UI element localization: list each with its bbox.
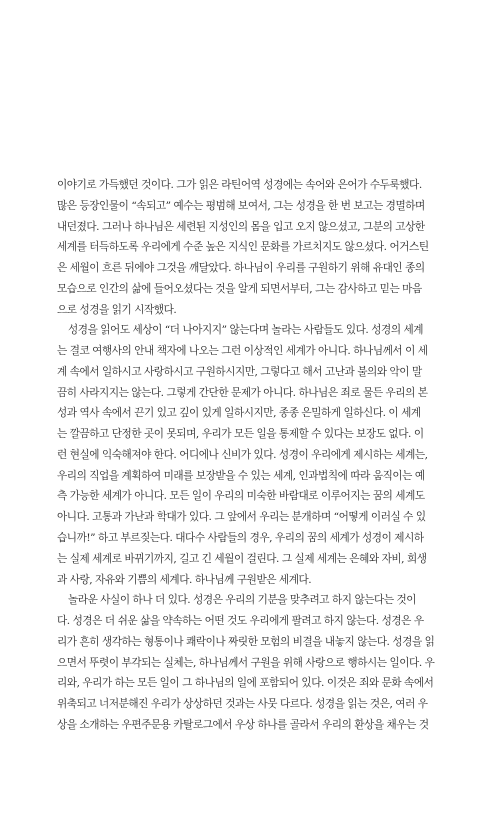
text-line: 아니다. 고통과 가난과 학대가 있다. 그 앞에서 우리는 분개하며 “어떻게 이러실 수 있 [57, 511, 426, 524]
text-line: 은 세월이 흐른 뒤에야 그것을 깨달았다. 하나님이 우리를 구원하기 위해 유대인 종의 [57, 262, 425, 275]
text-line: 측 가능한 세계가 아니다. 모든 일이 우리의 미숙한 바람대로 이루어지는 꿈의 세계도 [57, 490, 425, 503]
text-line: 는 깔끔하고 단정한 곳이 못되며, 우리가 모든 일을 통제할 수 있다는 보장도 없다. 이 [57, 428, 424, 441]
text-line: 이야기로 가득했던 것이다. 그가 읽은 라틴어역 성경에는 속어와 은어가 수두룩했다. [57, 179, 422, 191]
text-line: 위축되고 너저분해진 우리가 상상하던 것과는 사뭇 다르다. 성경을 읽는 것은, 여러 우 [57, 698, 428, 711]
text-line: 상을 소개하는 우편주문용 카탈로그에서 우상 하나를 골라서 우리의 환상을 채우는 것 [57, 718, 429, 731]
text-line: 다. 성경은 더 쉬운 삶을 약속하는 어떤 것도 우리에게 팔려고 하지 않는다. 성경은 우 [57, 615, 424, 628]
text-line: 으면서 뚜렷이 부각되는 실체는, 하나님께서 구원을 위해 사랑으로 행하시는 일이다. 우 [57, 656, 435, 669]
text-line: 는 결코 여행사의 안내 책자에 나오는 그런 이상적인 세계가 아니다. 하나님께서 이 세 [57, 345, 428, 358]
text-line: 으로 성경을 읽기 시작했다. [57, 303, 177, 316]
text-line: 끔히 사라지지는 않는다. 그렇게 간단한 문제가 아니다. 하나님은 죄로 물든 우리의 본 [57, 386, 428, 399]
text-line: 많은 등장인물이 “속되고” 예수는 평범해 보여서, 그는 성경을 한 번 보고는 경멸하며 [57, 199, 425, 212]
text-line: 습니까!” 하고 부르짖는다. 대다수 사람들의 경우, 우리의 꿈의 세계가 성경이 제시하 [57, 532, 424, 545]
text-line: 모습으로 인간의 삶에 들어오셨다는 것을 알게 되면서부터, 그는 감사하고 믿는 마음 [57, 282, 422, 295]
text-line: 과 사랑, 자유와 기쁨의 세계다. 하나님께 구원받은 세계다. [57, 573, 312, 586]
text-line: 내던졌다. 그러나 하나님은 세련된 지성인의 몸을 입고 오지 않으셨고, 그분의 고상한 [57, 220, 425, 233]
body-text [57, 175, 447, 736]
text-line: 는 실제 세계로 바뀌기까지, 길고 긴 세월이 걸린다. 그 실제 세계는 은혜와 자비, 희생 [57, 552, 427, 565]
text-line: 리가 흔히 생각하는 형통이나 쾌락이나 짜릿한 모험의 비결을 내놓지 않는다. 성경을 읽 [57, 635, 435, 648]
text-line: 런 현실에 익숙해져야 한다. 어디에나 신비가 있다. 성경이 우리에게 제시하는 세계는, [57, 448, 428, 461]
paragraph-start-line: 놀라운 사실이 하나 더 있다. 성경은 우리의 기분을 맞추려고 하지 않는다는 것이 [68, 594, 417, 607]
paragraph-start-line: 성경을 읽어도 세상이 “더 나아지지” 않는다며 놀라는 사람들도 있다. 성경의 세계 [68, 324, 424, 337]
text-line: 성과 역사 속에서 끈기 있고 깊이 있게 일하시지만, 종종 은밀하게 일하신다. 이 세계 [57, 407, 421, 420]
text-line: 우리의 직업을 계획하여 미래를 보장받을 수 있는 세계, 인과법칙에 따라 움직이는 예 [57, 469, 425, 482]
text-line: 계 속에서 일하시고 사랑하시고 구원하시지만, 그렇다고 해서 고난과 불의와 악이 말 [57, 365, 422, 378]
text-line: 세계를 터득하도록 우리에게 수준 높은 지식인 문화를 가르치지도 않으셨다. 어거스틴 [57, 241, 429, 254]
text-line: 리와, 우리가 하는 모든 일이 그 하나님의 일에 포함되어 있다. 이것은 죄와 문화 속에서 [57, 677, 434, 690]
